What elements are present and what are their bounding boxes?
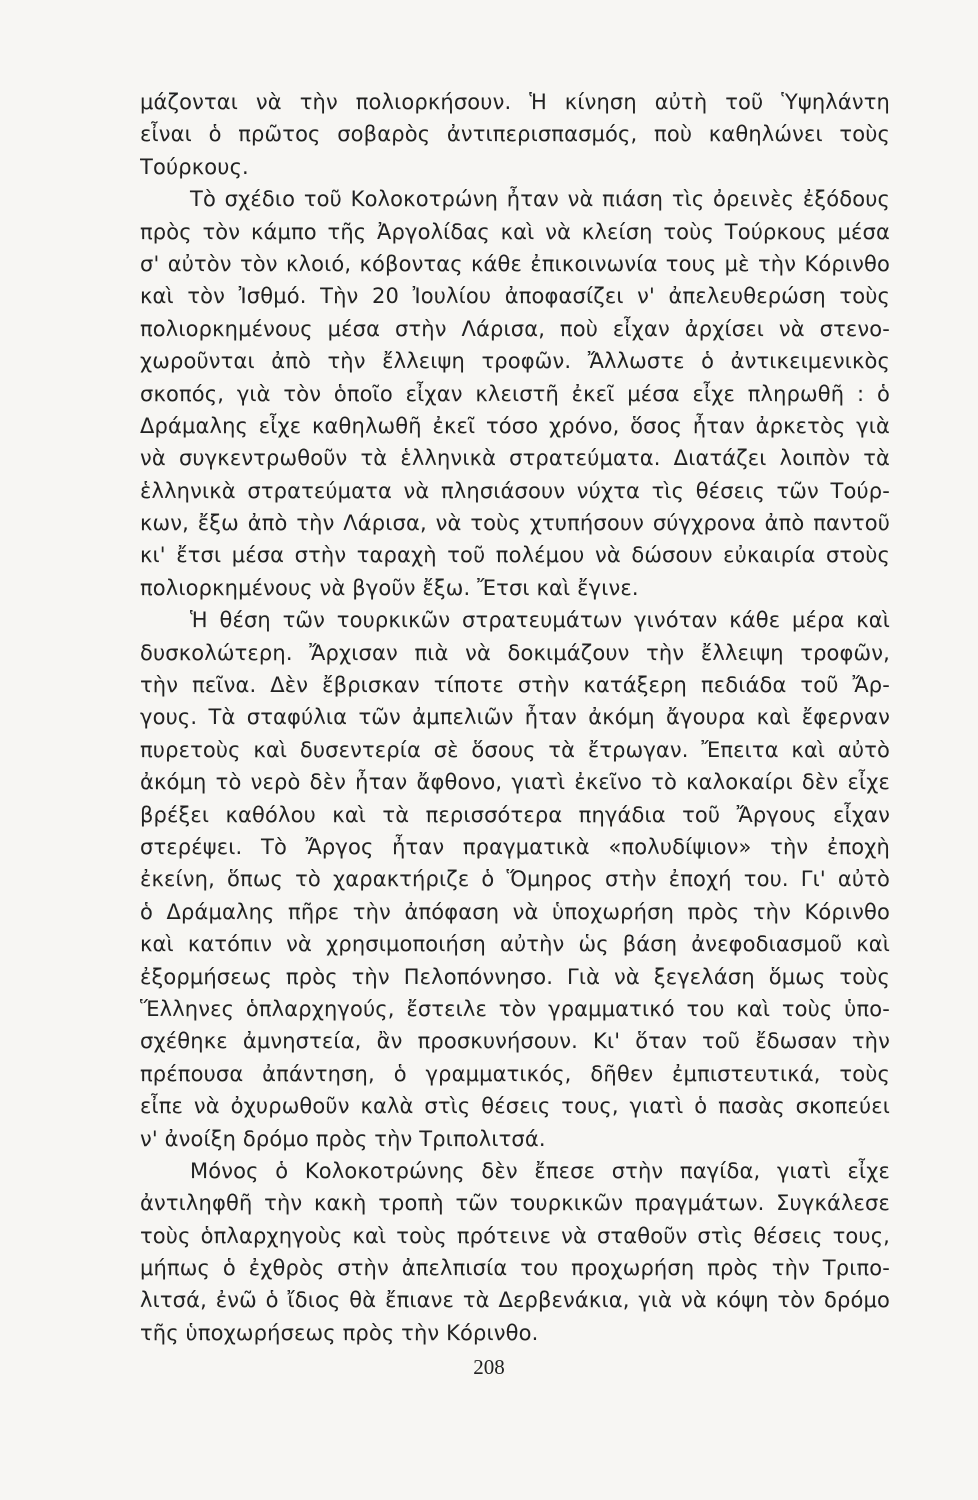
text-line: κι' ἔτσι μέσα στὴν ταραχὴ τοῦ πολέμου νὰ δώσουν εὐκαιρία στοὺς bbox=[140, 543, 890, 568]
text-line: κων, ἔξω ἀπὸ τὴν Λάρισα, νὰ τοὺς χτυπήσουν σύγχρονα ἀπὸ παντοῦ bbox=[140, 511, 890, 536]
text-line: μάζονται νὰ τὴν πολιορκήσουν. Ἡ κίνηση αὐτὴ τοῦ Ὑψηλάντη bbox=[140, 90, 890, 114]
text-line: σκοπός, γιὰ τὸν ὁποῖο εἶχαν κλειστῆ ἐκεῖ μέσα εἶχε πληρωθῆ : ὁ bbox=[140, 381, 890, 406]
paragraph-start-line: Τὸ σχέδιο τοῦ Κολοκοτρώνη ἦταν νὰ πιάση τὶς ὀρεινὲς ἐξόδους bbox=[190, 187, 890, 212]
text-line: σχέθηκε ἀμνηστεία, ἂν προσκυνήσουν. Κι' ὅταν τοῦ ἔδωσαν τὴν bbox=[140, 1029, 890, 1054]
text-line: πρέπουσα ἀπάντηση, ὁ γραμματικός, δῆθεν ἐμπιστευτικά, τοὺς bbox=[140, 1061, 890, 1086]
text-line: γους. Τὰ σταφύλια τῶν ἀμπελιῶν ἦταν ἀκόμη ἄγουρα καὶ ἔφερναν bbox=[140, 705, 890, 730]
text-line: πολιορκημένους νὰ βγοῦν ἔξω. Ἔτσι καὶ ἔγινε. bbox=[140, 575, 639, 600]
text-line: καὶ κατόπιν νὰ χρησιμοποιήση αὐτὴν ὡς βάση ἀνεφοδιασμοῦ καὶ bbox=[140, 932, 890, 957]
text-line: τὴν πεῖνα. Δὲν ἔβρισκαν τίποτε στὴν κατάξερη πεδιάδα τοῦ Ἄρ- bbox=[140, 673, 890, 698]
text-line: πυρετοὺς καὶ δυσεντερία σὲ ὅσους τὰ ἔτρωγαν. Ἔπειτα καὶ αὐτὸ bbox=[140, 737, 890, 762]
text-line: λιτσά, ἐνῶ ὁ ἴδιος θὰ ἔπιανε τὰ Δερβενάκια, γιὰ νὰ κόψη τὸν δρόμο bbox=[140, 1288, 890, 1313]
page-number: 208 bbox=[473, 1355, 505, 1379]
paragraph-start-line: Μόνος ὁ Κολοκοτρώνης δὲν ἔπεσε στὴν παγίδα, γιατὶ εἶχε bbox=[190, 1158, 890, 1183]
text-line: Δράμαλης εἶχε καθηλωθῆ ἐκεῖ τόσο χρόνο, ὅσος ἦταν ἀρκετὸς γιὰ bbox=[140, 413, 890, 438]
body-text bbox=[140, 86, 890, 1349]
text-line: ν' ἀνοίξη δρόμο πρὸς τὴν Τριπολιτσά. bbox=[140, 1126, 546, 1151]
text-line: δυσκολώτερη. Ἄρχισαν πιὰ νὰ δοκιμάζουν τὴν ἔλλειψη τροφῶν, bbox=[140, 640, 890, 665]
text-line: στερέψει. Τὸ Ἄργος ἦταν πραγματικὰ «πολυδίψιον» τὴν ἐποχὴ bbox=[140, 834, 890, 859]
text-line: βρέξει καθόλου καὶ τὰ περισσότερα πηγάδια τοῦ Ἄργους εἶχαν bbox=[140, 802, 890, 827]
text-line: ἀντιληφθῆ τὴν κακὴ τροπὴ τῶν τουρκικῶν πραγμάτων. Συγκάλεσε bbox=[140, 1191, 890, 1216]
text-line: εἶναι ὁ πρῶτος σοβαρὸς ἀντιπερισπασμός, ποὺ καθηλώνει τοὺς bbox=[140, 122, 890, 147]
text-line: ἀκόμη τὸ νερὸ δὲν ἦταν ἄφθονο, γιατὶ ἐκεῖνο τὸ καλοκαίρι δὲν εἶχε bbox=[140, 770, 890, 795]
paragraph-start-line: Ἡ θέση τῶν τουρκικῶν στρατευμάτων γινόταν κάθε μέρα καὶ bbox=[190, 608, 890, 633]
text-line: Τούρκους. bbox=[140, 154, 249, 179]
text-line: ἑλληνικὰ στρατεύματα νὰ πλησιάσουν νύχτα τὶς θέσεις τῶν Τούρ- bbox=[140, 478, 890, 503]
text-line: πολιορκημένους μέσα στὴν Λάρισα, ποὺ εἶχαν ἀρχίσει νὰ στενο- bbox=[140, 316, 890, 341]
text-line: σ' αὐτὸν τὸν κλοιό, κόβοντας κάθε ἐπικοινωνία τους μὲ τὴν Κόρινθο bbox=[140, 251, 890, 276]
text-line: εἶπε νὰ ὀχυρωθοῦν καλὰ στὶς θέσεις τους, γιατὶ ὁ πασὰς σκοπεύει bbox=[140, 1094, 890, 1119]
text-line: Ἕλληνες ὁπλαρχηγούς, ἔστειλε τὸν γραμματικό του καὶ τοὺς ὑπο- bbox=[140, 996, 890, 1021]
text-line: ἐκείνη, ὅπως τὸ χαρακτήριζε ὁ Ὅμηρος στὴν ἐποχή του. Γι' αὐτὸ bbox=[140, 867, 890, 892]
text-line: ὁ Δράμαλης πῆρε τὴν ἀπόφαση νὰ ὑποχωρήση πρὸς τὴν Κόρινθο bbox=[140, 899, 890, 924]
text-line: μήπως ὁ ἐχθρὸς στὴν ἀπελπισία του προχωρήση πρὸς τὴν Τριπο- bbox=[140, 1256, 890, 1281]
text-line: τοὺς ὁπλαρχηγοὺς καὶ τοὺς πρότεινε νὰ σταθοῦν στὶς θέσεις τους, bbox=[140, 1223, 890, 1248]
text-line: τῆς ὑποχωρήσεως πρὸς τὴν Κόρινθο. bbox=[140, 1320, 539, 1345]
text-line: πρὸς τὸν κάμπο τῆς Ἀργολίδας καὶ νὰ κλείση τοὺς Τούρκους μέσα bbox=[140, 219, 890, 244]
text-line: καὶ τὸν Ἰσθμό. Τὴν 20 Ἰουλίου ἀποφασίζει ν' ἀπελευθερώση τοὺς bbox=[140, 284, 890, 309]
text-line: χωροῦνται ἀπὸ τὴν ἔλλειψη τροφῶν. Ἄλλωστε ὁ ἀντικειμενικὸς bbox=[140, 349, 890, 374]
text-line: ἐξορμήσεως πρὸς τὴν Πελοπόννησο. Γιὰ νὰ ξεγελάση ὅμως τοὺς bbox=[140, 964, 890, 989]
text-line: νὰ συγκεντρωθοῦν τὰ ἑλληνικὰ στρατεύματα. Διατάζει λοιπὸν τὰ bbox=[140, 446, 890, 471]
